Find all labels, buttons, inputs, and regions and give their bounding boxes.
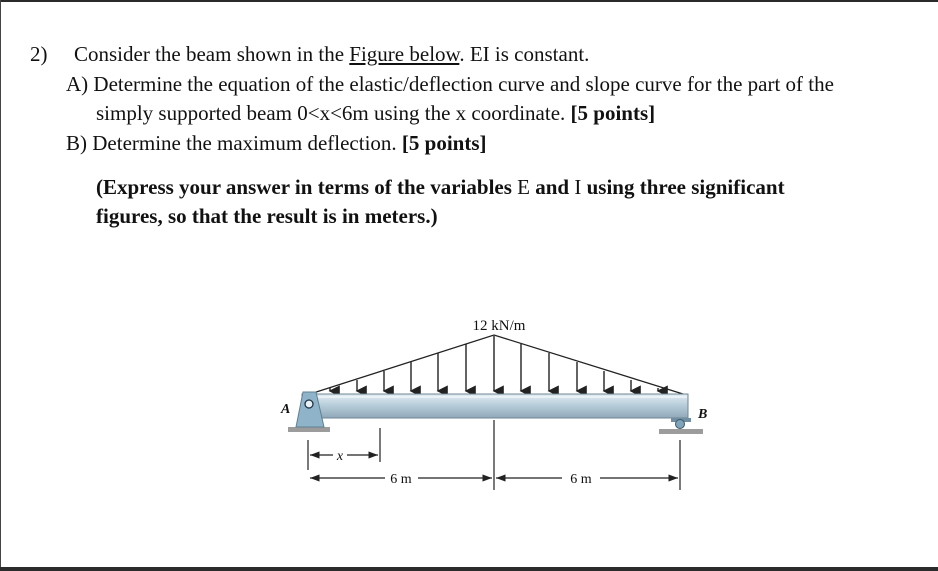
support-b-label: B [698,407,708,422]
intro-text-post: . EI is constant. [459,42,590,66]
support-a-ground [288,427,330,432]
x-coordinate [308,428,380,470]
intro-text-pre: Consider the beam shown in the [74,42,350,66]
load-arrows [330,336,658,391]
dim-left-label: 6 m [390,472,412,487]
question-number: 2) [30,42,48,66]
note-bold-pre: (Express your answer in terms of the variables [96,175,518,199]
support-a-pin [305,400,313,408]
part-a-points: [5 points] [570,101,656,125]
part-a-line-1: A) Determine the equation of the elastic/deflection curve and slope curve for the part of the [66,72,834,96]
load-outline [310,335,683,394]
x-label: x [336,449,344,464]
part-a-text: simply supported beam 0<x<6m using the x coordinate. [96,101,571,125]
part-b-text: B) Determine the maximum deflection. [66,131,402,155]
part-b-points: [5 points] [401,131,487,155]
note-bold-line2: figures, so that the result is in meters.) [96,204,438,228]
support-b-roller [676,420,685,429]
dim-right-label: 6 m [570,472,592,487]
figure-link[interactable]: Figure below [349,42,460,66]
note-var-e: E [517,175,530,199]
note-var-i: I [574,175,582,199]
load-label: 12 kN/m [472,318,526,334]
support-b-ground [659,429,703,434]
note-and: and [529,175,575,199]
support-a-label: A [281,402,291,417]
support-b [659,418,703,434]
note-bold-post: using three significant [581,175,785,199]
